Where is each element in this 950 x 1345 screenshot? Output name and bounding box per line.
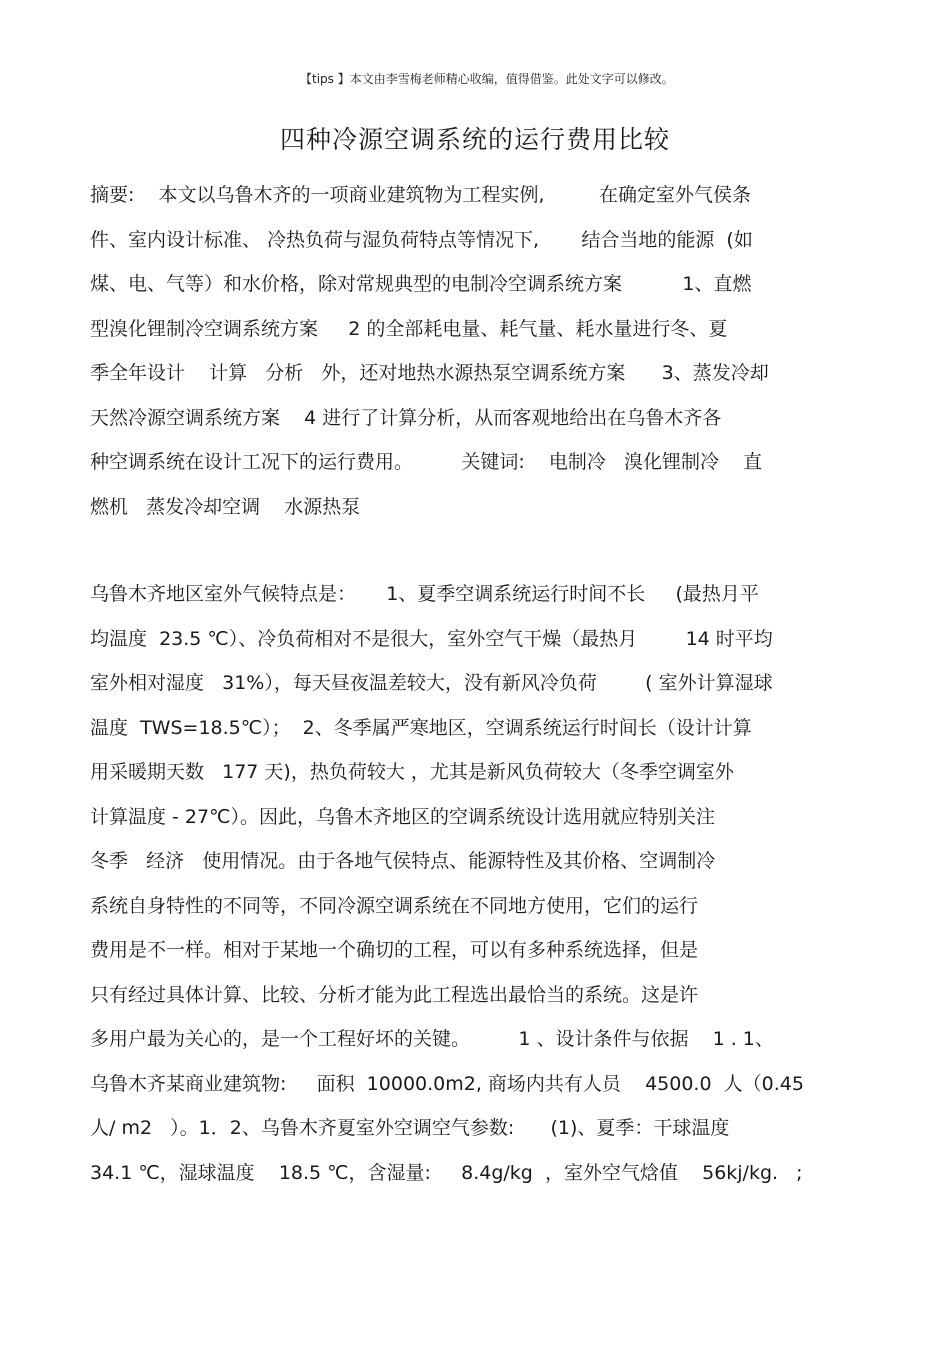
body-line: 计算温度 - 27℃）。因此，乌鲁木齐地区的空调系统设计选用就应特别关注 bbox=[90, 805, 715, 828]
body-line: 乌鲁木齐某商业建筑物: 面积 10000.0m2, 商场内共有人员 4500.0 人（0.45 bbox=[90, 1072, 804, 1095]
body-line: 34.1 ℃，湿球温度 18.5 ℃，含湿量: 8.4g/kg ，室外空气焓值 56kj/kg. ; bbox=[90, 1161, 803, 1184]
body-line: 人/ m2 ）。1．2、乌鲁木齐夏室外空调空气参数: (1)、夏季：干球温度 bbox=[90, 1117, 730, 1139]
abstract-line: 煤、电、气等）和水价格，除对常规典型的电制冷空调系统方案 1、直燃 bbox=[90, 273, 752, 295]
abstract-line: 型溴化锂制冷空调系统方案 2 的全部耗电量、耗气量、耗水量进行冬、夏 bbox=[90, 317, 728, 340]
body-line: 室外相对湿度 31%），每天昼夜温差较大，没有新风冷负荷 ( 室外计算湿球 bbox=[90, 672, 773, 694]
body-section bbox=[90, 576, 880, 1199]
abstract-line: 燃机 蒸发冷却空调 水源热泵 bbox=[90, 495, 361, 518]
body-line: 温度 TWS=18.5℃）； 2、冬季属严寒地区，空调系统运行时间长（设计计算 bbox=[90, 716, 752, 739]
tips-note: 【tips 】本文由李雪梅老师精心收编，值得借鉴。此处文字可以修改。 bbox=[300, 72, 674, 86]
abstract-section bbox=[90, 177, 880, 533]
body-line: 冬季 经济 使用情况。由于各地气侯特点、能源特性及其价格、空调制冷 bbox=[90, 850, 716, 872]
abstract-line: 摘要: 本文以乌鲁木齐的一项商业建筑物为工程实例, 在确定室外气侯条 bbox=[90, 184, 751, 206]
abstract-line: 天然冷源空调系统方案 4 进行了计算分析，从而客观地给出在乌鲁木齐各 bbox=[90, 406, 722, 429]
body-line: 系统自身特性的不同等，不同冷源空调系统在不同地方使用，它们的运行 bbox=[90, 894, 699, 917]
abstract-line: 种空调系统在设计工况下的运行费用。 关键词: 电制冷 溴化锂制冷 直 bbox=[90, 451, 763, 473]
document-title: 四种冷源空调系统的运行费用比较 bbox=[279, 125, 670, 154]
body-line: 费用是不一样。相对于某地一个确切的工程，可以有多种系统选择，但是 bbox=[90, 939, 699, 961]
body-line: 多用户最为关心的，是一个工程好坏的关键。 1 、设计条件与依据 1 . 1、 bbox=[90, 1028, 774, 1050]
body-line: 用采暖期天数 177 天)，热负荷较大 ，尤其是新风负荷较大（冬季空调室外 bbox=[90, 761, 734, 783]
body-line: 均温度 23.5 ℃）、冷负荷相对不是很大，室外空气干燥（最热月 14 时平均 bbox=[90, 627, 773, 650]
abstract-line: 件、室内设计标准、 冷热负荷与湿负荷特点等情况下, 结合当地的能源 (如 bbox=[90, 228, 753, 251]
body-line: 只有经过具体计算、比较、分析才能为此工程选出最恰当的系统。这是许 bbox=[90, 983, 699, 1006]
abstract-line: 季全年设计 计算 分析 外，还对地热水源热泵空调系统方案 3、蒸发冷却 bbox=[90, 362, 769, 384]
body-line: 乌鲁木齐地区室外气候特点是： 1、夏季空调系统运行时间不长 (最热月平 bbox=[90, 583, 759, 605]
